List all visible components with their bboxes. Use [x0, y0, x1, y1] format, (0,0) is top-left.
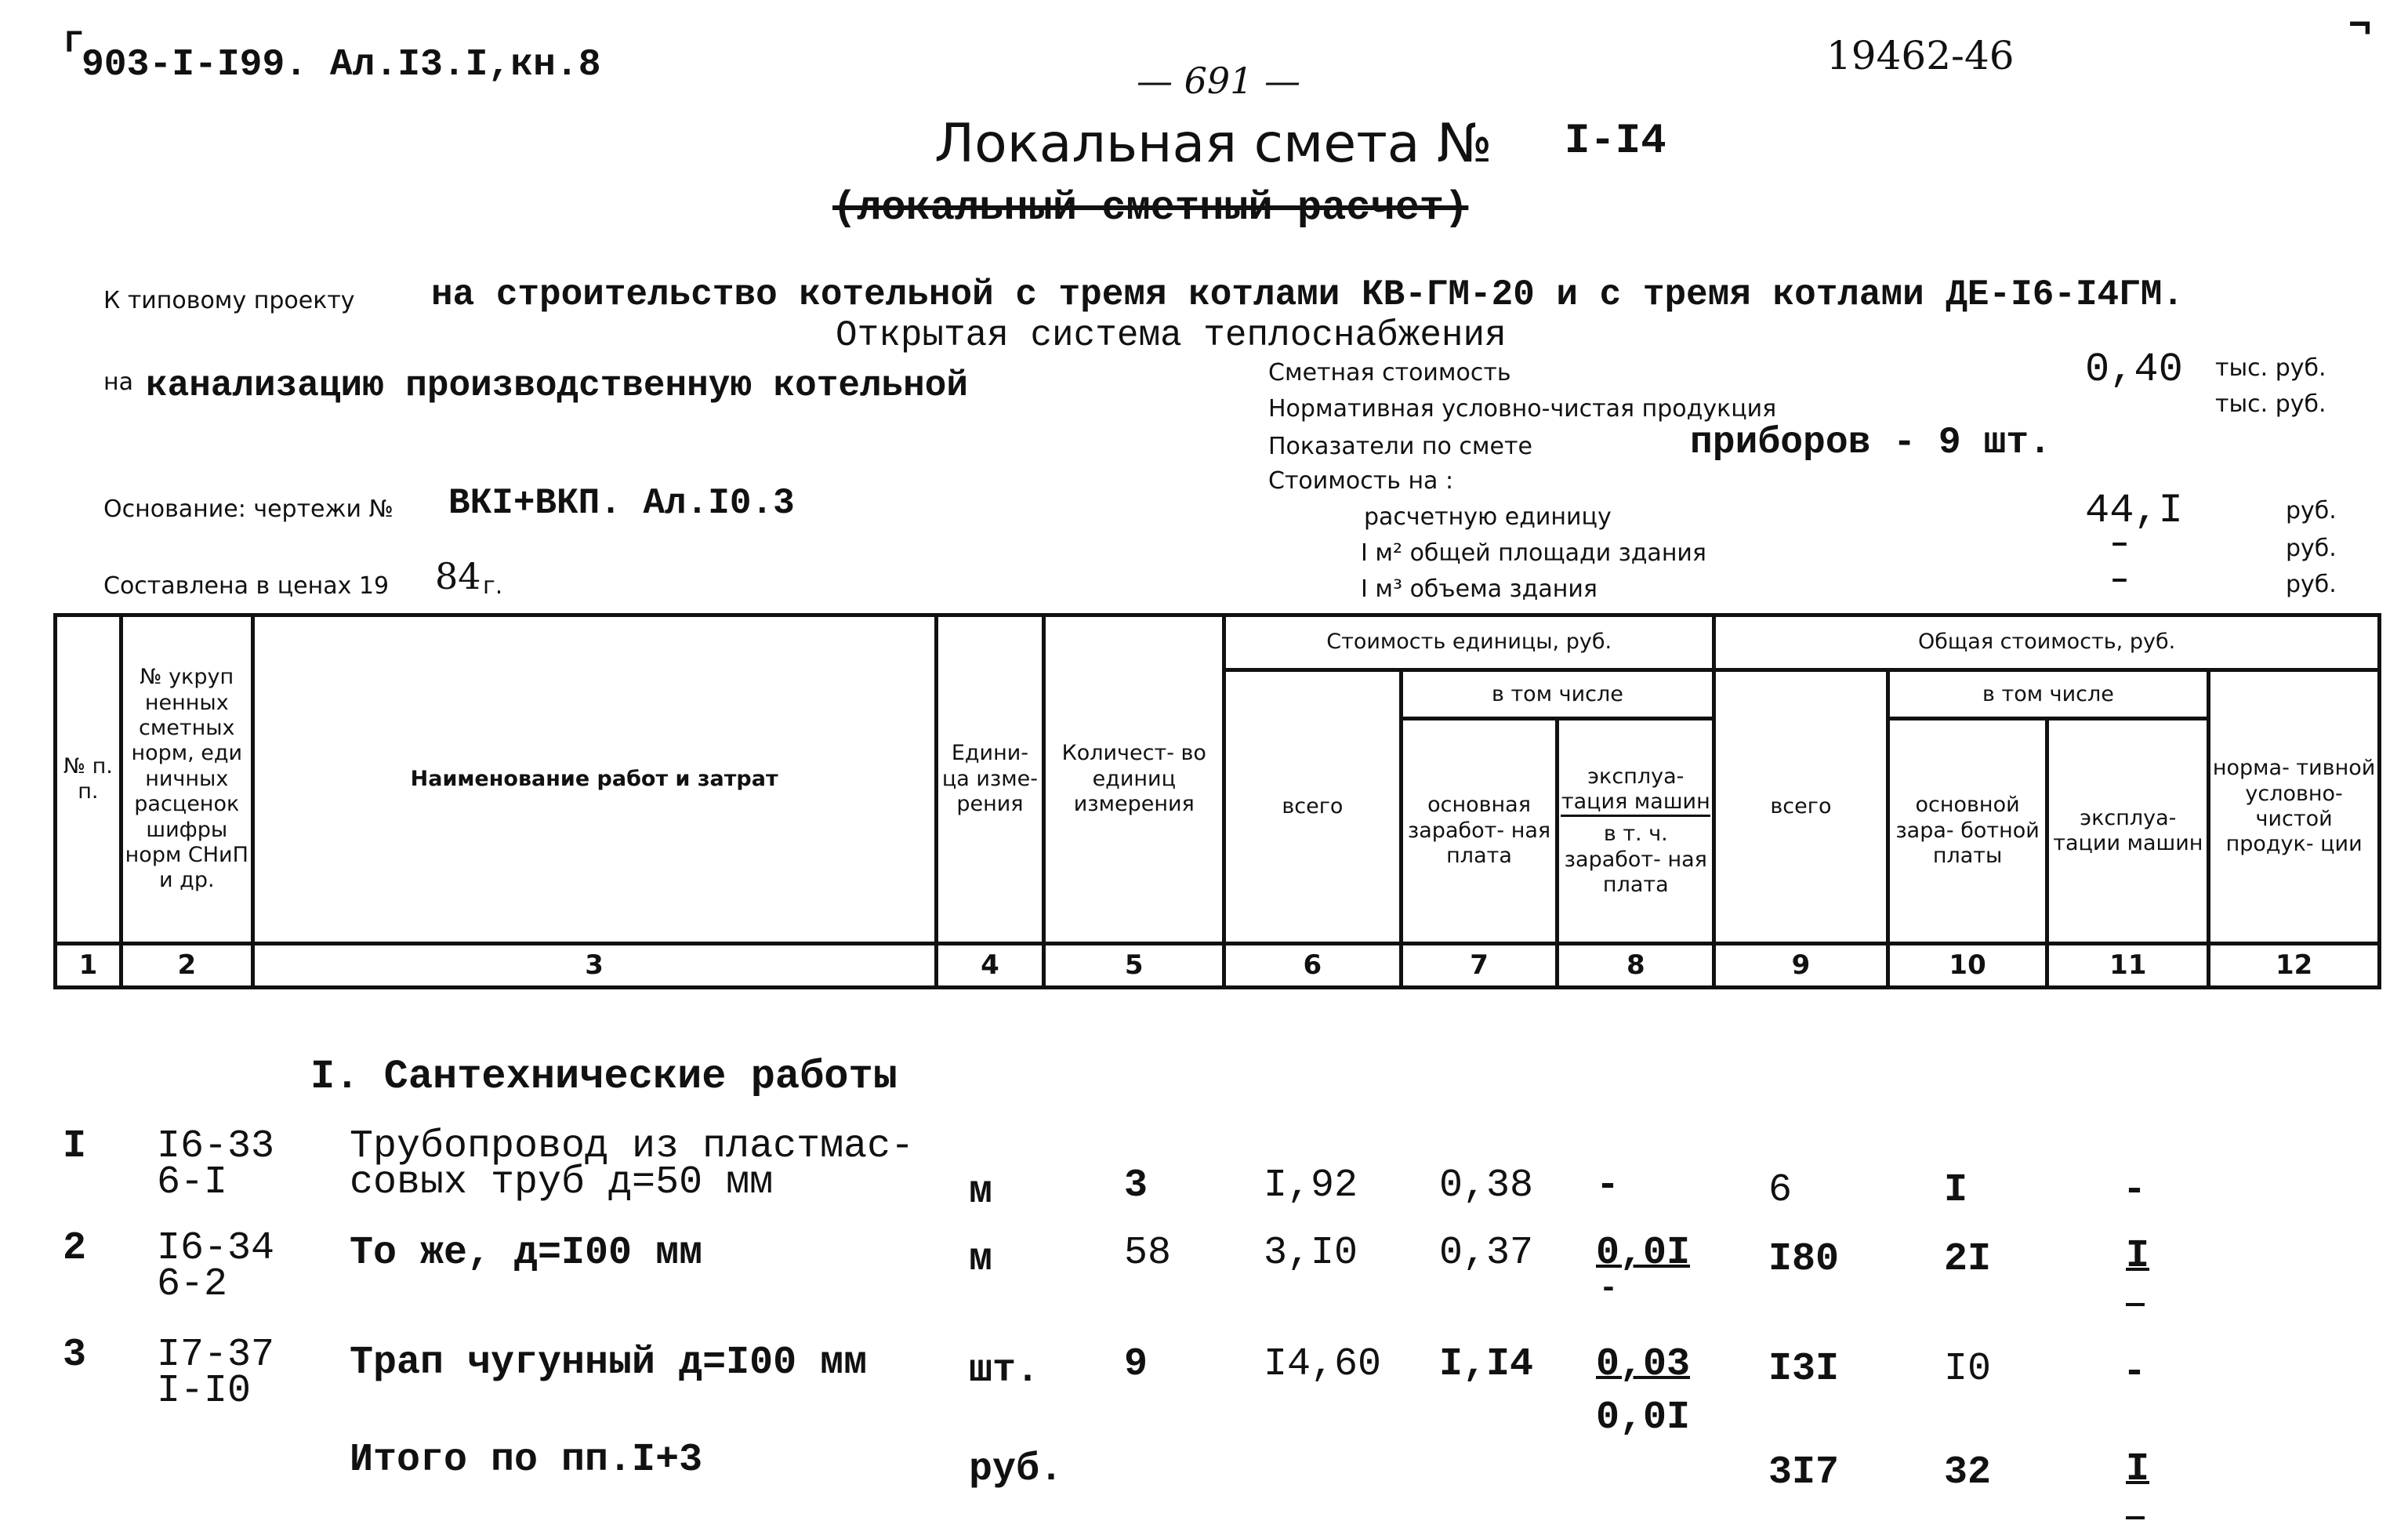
row2-code1: I6-34: [157, 1226, 275, 1271]
row3-unit: шт.: [969, 1348, 1040, 1393]
estimate-number: I-I4: [1565, 118, 1666, 165]
row1-name1: Трубопровод из пластмас-: [350, 1124, 915, 1169]
row1-wage-total: I: [1944, 1168, 1968, 1213]
page-number: — 691 —: [1137, 60, 1301, 102]
group-header-unit-cost: Стоимость единицы, руб.: [1224, 615, 1714, 670]
document-number: 19462-46: [1826, 33, 2015, 78]
col-header-normative: норма- тивной условно- чистой продук- ции: [2209, 670, 2380, 944]
row1-code1: I6-33: [157, 1124, 275, 1169]
total-row-total: 3I7: [1768, 1450, 1840, 1495]
for-text: канализацию производственную котельной: [146, 365, 968, 406]
basis-label: Основание: чертежи №: [103, 495, 393, 523]
summary-unit-norm: тыс. руб.: [2215, 390, 2326, 418]
row1-wage-unit: 0,38: [1439, 1163, 1534, 1208]
col-header-unit-wage: основная заработ- ная плата: [1401, 719, 1558, 944]
row2-code2: 6-2: [157, 1262, 228, 1307]
row3-mach-unit: 0,03: [1596, 1342, 1691, 1387]
row2-mach-wage: -: [1599, 1272, 1619, 1307]
struck-subtitle: (локальный сметный расчет): [832, 185, 1469, 231]
total-row-unit: руб.: [969, 1447, 1064, 1492]
row1-norm: -: [2123, 1168, 2147, 1213]
row3-name1: Трап чугунный д=I00 мм: [350, 1341, 868, 1385]
total-row-mach-total: I: [2126, 1447, 2150, 1492]
summary-value-cost: 0,40: [2085, 347, 2183, 393]
col-header-code: № укруп ненных сметных норм, еди ничных расценок шифры норм СНиП и др.: [121, 615, 252, 944]
row3-total: I3I: [1768, 1347, 1840, 1392]
col-header-machines-top: эксплуа- тация машин: [1561, 764, 1710, 814]
col-number-9: 9: [1714, 943, 1888, 987]
row2-mach-unit: 0,0I: [1596, 1231, 1691, 1276]
row2-mach-total: I: [2126, 1234, 2150, 1279]
summary-value-indicators: приборов - 9 шт.: [1690, 422, 2051, 464]
col-number-7: 7: [1401, 943, 1558, 987]
row2-dash-under: [2126, 1303, 2145, 1306]
col-number-6: 6: [1224, 943, 1402, 987]
row1-qty: 3: [1124, 1163, 1148, 1208]
project-text-line2: Открытая система теплоснабжения: [836, 315, 1507, 356]
col-header-quantity: Количест- во единиц измерения: [1044, 615, 1224, 944]
col-number-5: 5: [1044, 943, 1224, 987]
summary-unit-cost: тыс. руб.: [2215, 354, 2326, 382]
section-title: I. Сантехнические работы: [310, 1054, 898, 1100]
basis-value: ВКI+ВКП. Ал.I0.3: [448, 483, 795, 524]
summary-label-volume: I м³ объема здания: [1361, 575, 1597, 603]
row1-total: 6: [1768, 1168, 1793, 1213]
summary-value-area: –: [2110, 527, 2130, 562]
summary-value-unit: 44,I: [2085, 488, 2183, 534]
row3-mach-wage: 0,0I: [1596, 1396, 1691, 1440]
corner-mark-right: ¬: [2348, 5, 2373, 49]
row3-wage-unit: I,I4: [1439, 1342, 1534, 1387]
incl-header-unit: в том числе: [1401, 670, 1714, 719]
row3-norm: -: [2123, 1350, 2147, 1395]
row1-no: I: [63, 1124, 87, 1169]
summary-value-volume: –: [2110, 563, 2130, 598]
row3-qty: 9: [1124, 1342, 1148, 1387]
project-label: К типовому проекту: [103, 287, 355, 314]
col-header-name: Наименование работ и затрат: [252, 615, 936, 944]
row2-unit: м: [969, 1237, 993, 1282]
row3-no: 3: [63, 1333, 87, 1377]
summary-label-cost: Сметная стоимость: [1268, 359, 1511, 387]
row2-name1: То же, д=I00 мм: [350, 1231, 703, 1276]
summary-label-norm: Нормативная условно-чистая продукция: [1268, 395, 1777, 423]
col-header-total-wage: основной зара- ботной платы: [1888, 719, 2047, 944]
row2-qty: 58: [1124, 1231, 1172, 1276]
row2-wage-total: 2I: [1944, 1237, 1992, 1282]
summary-label-indicators: Показатели по смете: [1268, 433, 1532, 460]
summary-unit-unit: руб.: [2286, 497, 2337, 524]
row1-unit: м: [969, 1170, 993, 1214]
prices-year: 84: [435, 555, 481, 597]
for-label: на: [103, 368, 133, 396]
row2-total: I80: [1768, 1237, 1840, 1282]
row1-name2: совых труб д=50 мм: [350, 1160, 774, 1205]
document-code: 903-I-I99. Ал.I3.I,кн.8: [82, 44, 601, 86]
row2-no: 2: [63, 1226, 87, 1271]
col-header-unit: Едини- ца изме- рения: [936, 615, 1044, 944]
col-header-number: № п. п.: [56, 615, 121, 944]
row3-total-unit: I4,60: [1264, 1342, 1382, 1387]
col-number-2: 2: [121, 943, 252, 987]
incl-header-total: в том числе: [1888, 670, 2209, 719]
col-number-1: 1: [56, 943, 121, 987]
col-header-grand-total: всего: [1714, 670, 1888, 944]
group-header-total-cost: Общая стоимость, руб.: [1714, 615, 2380, 670]
col-header-total-machines: эксплуа- тации машин: [2047, 719, 2209, 944]
summary-unit-volume: руб.: [2286, 571, 2337, 598]
row3-code1: I7-37: [157, 1333, 275, 1377]
col-header-machines-wage: в т. ч. заработ- ная плата: [1561, 815, 1710, 898]
row1-total-unit: I,92: [1264, 1163, 1358, 1208]
prices-label: Составлена в ценах 19: [103, 572, 390, 600]
row1-code2: 6-I: [157, 1160, 228, 1205]
estimate-header-table: [53, 613, 2381, 989]
corner-mark-left: Г: [64, 27, 84, 62]
col-header-unit-machines: [1558, 719, 1714, 944]
prices-suffix: г.: [483, 572, 503, 600]
summary-label-area: I м² общей площади здания: [1361, 539, 1706, 567]
summary-unit-area: руб.: [2286, 535, 2337, 562]
total-row-label: Итого по пп.I+3: [350, 1438, 703, 1483]
row2-total-unit: 3,I0: [1264, 1231, 1358, 1276]
col-number-4: 4: [936, 943, 1044, 987]
page-title: Локальная смета №: [934, 113, 1492, 175]
summary-label-unit: расчетную единицу: [1364, 503, 1612, 531]
col-number-8: 8: [1558, 943, 1714, 987]
row2-wage-unit: 0,37: [1439, 1231, 1534, 1276]
col-number-12: 12: [2209, 943, 2380, 987]
row3-wage-total: I0: [1944, 1347, 1992, 1392]
col-number-3: 3: [252, 943, 936, 987]
total-row-wage-total: 32: [1944, 1450, 1992, 1495]
col-number-11: 11: [2047, 943, 2209, 987]
project-text-line1: на строительство котельной с тремя котлами КВ-ГМ-20 и с тремя котлами ДЕ-I6-I4ГМ.: [431, 274, 2184, 315]
total-row-dash-under: [2126, 1516, 2145, 1519]
row1-mach-unit: -: [1596, 1163, 1620, 1208]
summary-label-cost-per: Стоимость на :: [1268, 467, 1454, 495]
col-number-10: 10: [1888, 943, 2047, 987]
row3-code2: I-I0: [157, 1369, 252, 1414]
col-header-unit-total: всего: [1224, 670, 1402, 944]
